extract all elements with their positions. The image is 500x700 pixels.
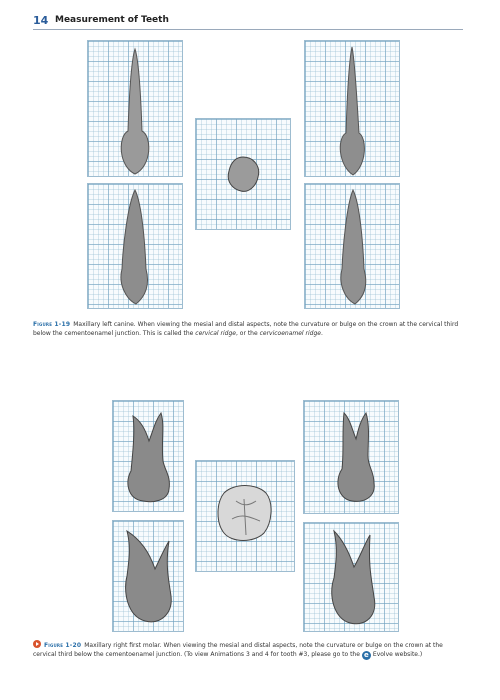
molar-tooth-image <box>304 523 398 631</box>
molar-tooth-image <box>304 401 398 513</box>
figure-label: Figure 1-20 <box>44 642 82 649</box>
canine-incisal-image <box>196 119 290 229</box>
molar-bottom-left-photo <box>112 520 184 632</box>
canine-top-left-photo <box>87 40 183 177</box>
canine-top-right-photo <box>304 40 400 177</box>
caption-text: Maxillary left canine. When viewing the mesial and distal aspects, note the curvature or bulge on the crown at the cervical third below the <box>33 321 459 337</box>
page-number: 14 <box>33 14 49 27</box>
running-title: Measurement of Teeth <box>55 15 169 25</box>
caption-term: cervical ridge <box>195 330 236 337</box>
canine-tooth-image <box>305 41 399 176</box>
canine-tooth-image <box>305 184 399 308</box>
caption-text: Evolve website.) <box>372 651 423 658</box>
evolve-icon[interactable]: e <box>362 651 371 660</box>
figure-label: Figure 1-19 <box>33 321 71 328</box>
play-icon[interactable] <box>33 640 41 648</box>
molar-occlusal-image <box>196 461 294 571</box>
molar-occlusal-photo <box>195 460 295 572</box>
caption-text: Maxillary right first molar. When viewing the mesial and distal aspects, note the curvature or bulge on the crown at the cervical third below the <box>33 642 443 658</box>
caption-term: cervicoenamel ridge <box>259 330 321 337</box>
canine-tooth-image <box>88 184 182 308</box>
canine-incisal-photo <box>195 118 291 230</box>
molar-top-left-photo <box>112 400 184 512</box>
header-rule <box>33 29 463 30</box>
molar-top-right-photo <box>303 400 399 514</box>
molar-tooth-image <box>113 521 183 631</box>
figure-1-20-caption <box>33 640 463 660</box>
page-header <box>33 14 463 28</box>
canine-bottom-left-photo <box>87 183 183 309</box>
caption-text: , or the <box>235 330 260 337</box>
caption-text: cementoenamel junction. This is called the <box>64 330 196 337</box>
caption-text: . <box>320 330 323 337</box>
molar-tooth-image <box>113 401 183 511</box>
figure-1-19-caption <box>33 320 463 338</box>
molar-bottom-right-photo <box>303 522 399 632</box>
canine-tooth-image <box>88 41 182 176</box>
canine-bottom-right-photo <box>304 183 400 309</box>
caption-text: cementoenamel junction. (To view Animations 3 and 4 for tooth #3, please go to the <box>105 651 360 658</box>
